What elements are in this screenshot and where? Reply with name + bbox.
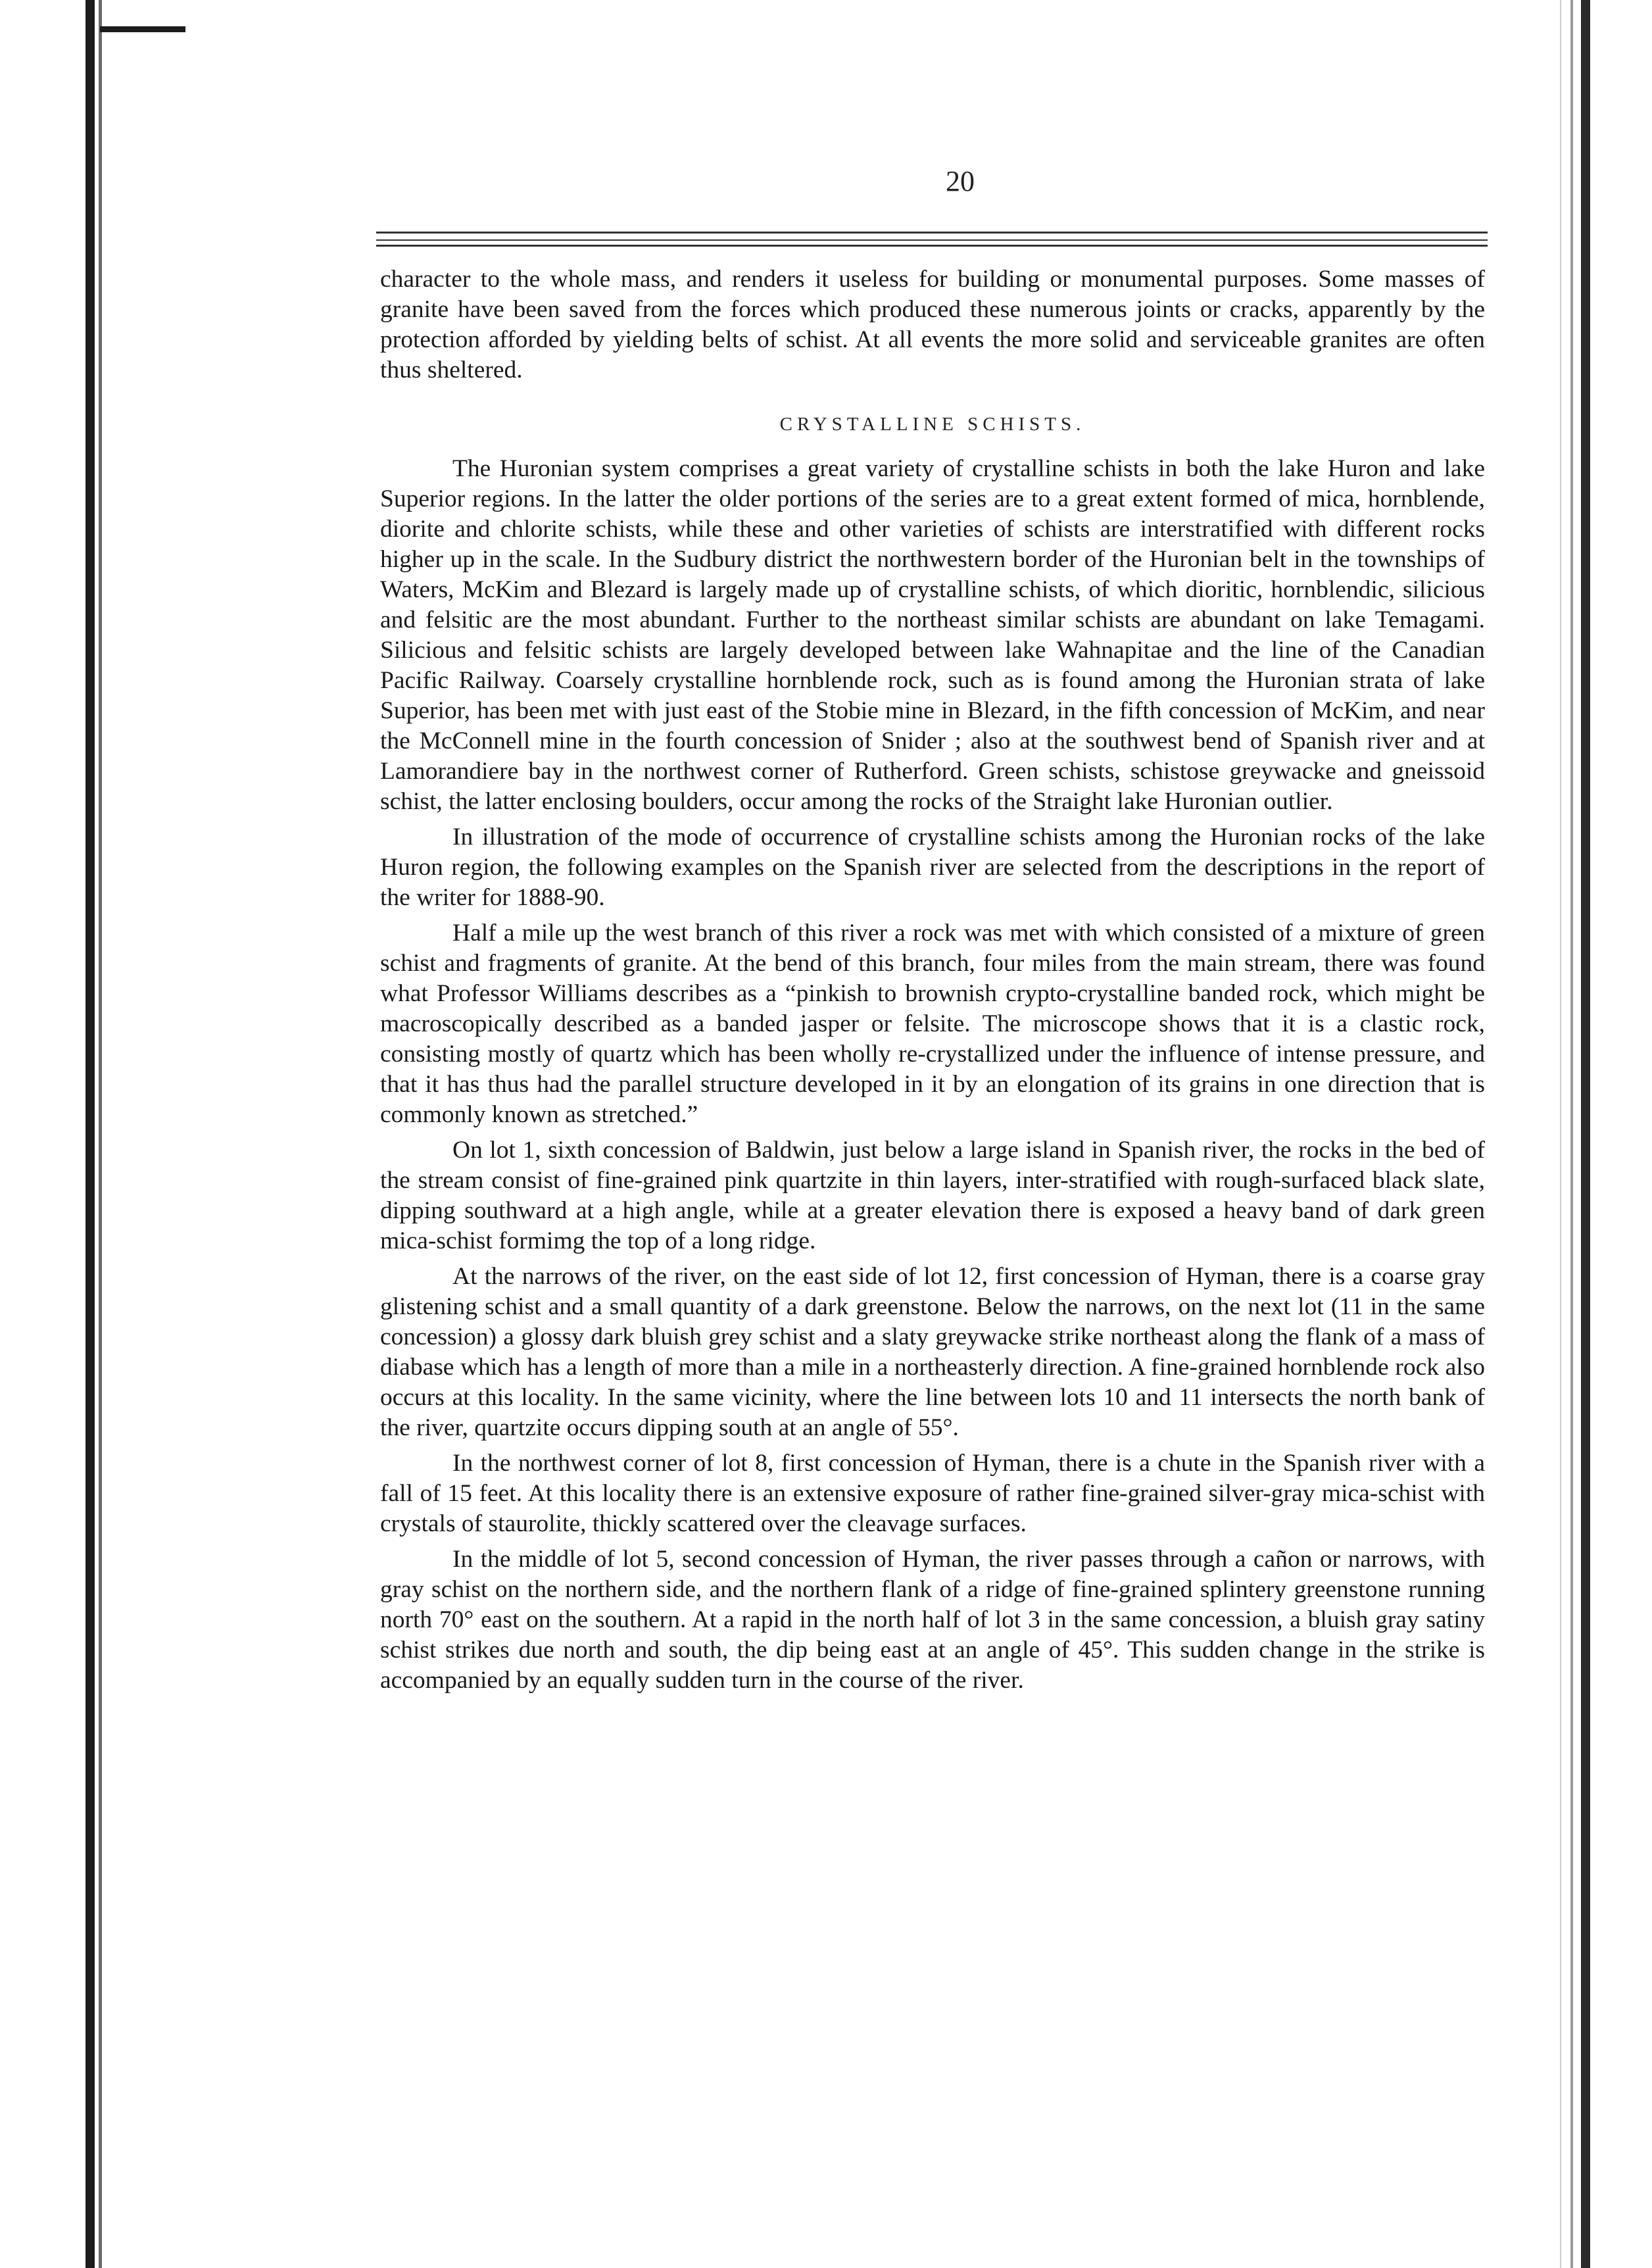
paragraph: On lot 1, sixth concession of Baldwin, just below a large island in Spanish river, the rocks in the bed of the stream consist of fine-grained pink quartzite in thin layers, inter-stratified with rough-surfaced black slate, dipping southward at a high angle, while at a greater elevation there is exposed a heavy band of dark green mica-schist formimg the top of a long ridge. [380, 1137, 1485, 1254]
scan-left-edge [85, 0, 95, 2268]
paragraph: In illustration of the mode of occurrence of crystalline schists among the Huronian rocks of the lake Huron region, the following examples on the Spanish river are selected from the descriptions in the report of the writer for 1888-90. [380, 824, 1485, 911]
paragraph: Half a mile up the west branch of this river a rock was met with which consisted of a mixture of green schist and fragments of granite. At the bend of this branch, four miles from the main stream, there was found what Professor Williams describes as a “pinkish to brownish crypto-crystalline banded rock, which might be macroscopically described as a banded jasper or felsite. The microscope shows that it is a clastic rock, consisting mostly of quartz which has been wholly re-crystallized under the influence of intense pressure, and that it has thus had the parallel structure developed in it by an elongation of its grains in one direction that is commonly known as stretched.” [380, 920, 1485, 1128]
body-text [380, 264, 1485, 1701]
scan-left-edge-shadow [99, 0, 102, 2268]
section-heading: CRYSTALLINE SCHISTS. [779, 414, 1086, 435]
paragraph: In the northwest corner of lot 8, first concession of Hyman, there is a chute in the Spanish river with a fall of 15 feet. At this locality there is an extensive exposure of rather fine-grained silver-gray mica-schist with crystals of staurolite, thickly scattered over the cleavage surfaces. [380, 1450, 1485, 1537]
scan-right-page-edge [1560, 0, 1561, 2268]
paragraph: At the narrows of the river, on the east side of lot 12, first concession of Hyman, there is a coarse gray glistening schist and a small quantity of a dark greenstone. Below the narrows, on the next lot (11 in the same concession) a glossy dark bluish grey schist and a slaty greywacke strike northeast along the flank of a mass of diabase which has a length of more than a mile in a northeasterly direction. A fine-grained hornblende rock also occurs at this locality. In the same vicinity, where the line between lots 10 and 11 intersects the north bank of the river, quartzite occurs dipping south at an angle of 55°. [380, 1263, 1485, 1441]
scan-corner-mark [100, 26, 185, 72]
page-number: 20 [946, 165, 975, 197]
header-rule-bottom [376, 245, 1488, 247]
header-rule-middle [376, 239, 1488, 241]
scan-right-edge [1581, 0, 1590, 2268]
paragraph-continued: character to the whole mass, and renders it useless for building or monumental purposes. Some masses of granite have been saved from the forces which produced these numerous joints or cracks, apparently by the protection afforded by yielding belts of schist. At all events the more solid and serviceable granites are often thus sheltered. [380, 266, 1485, 383]
paragraph: In the middle of lot 5, second concession of Hyman, the river passes through a cañon or narrows, with gray schist on the northern side, and the northern flank of a ridge of fine-grained splintery greenstone running north 70° east on the southern. At a rapid in the north half of lot 3 in the same concession, a bluish gray satiny schist strikes due north and south, the dip being east at an angle of 45°. This sudden change in the strike is accompanied by an equally sudden turn in the course of the river. [380, 1546, 1485, 1694]
scan-right-edge-shadow [1570, 0, 1573, 2268]
header-rule-top [376, 232, 1488, 234]
paragraph: The Huronian system comprises a great variety of crystalline schists in both the lake Huron and lake Superior regions. In the latter the older portions of the series are to a great extent formed of mica, hornblende, diorite and chlorite schists, while these and other varieties of schists are interstratified with different rocks higher up in the scale. In the Sudbury district the northwestern border of the Huronian belt in the townships of Waters, McKim and Blezard is largely made up of crystalline schists, of which dioritic, hornblendic, silicious and felsitic are the most abundant. Further to the northeast similar schists are abundant on lake Temagami. Silicious and felsitic schists are largely developed between lake Wahnapitae and the line of the Canadian Pacific Railway. Coarsely crystalline hornblende rock, such as is found among the Huronian strata of lake Superior, has been met with just east of the Stobie mine in Blezard, in the fifth concession of McKim, and near the McConnell mine in the fourth concession of Snider ; also at the southwest bend of Spanish river and at Lamorandiere bay in the northwest corner of Rutherford. Green schists, schistose greywacke and gneissoid schist, the latter enclosing boulders, occur among the rocks of the Straight lake Huronian outlier. [380, 455, 1485, 815]
